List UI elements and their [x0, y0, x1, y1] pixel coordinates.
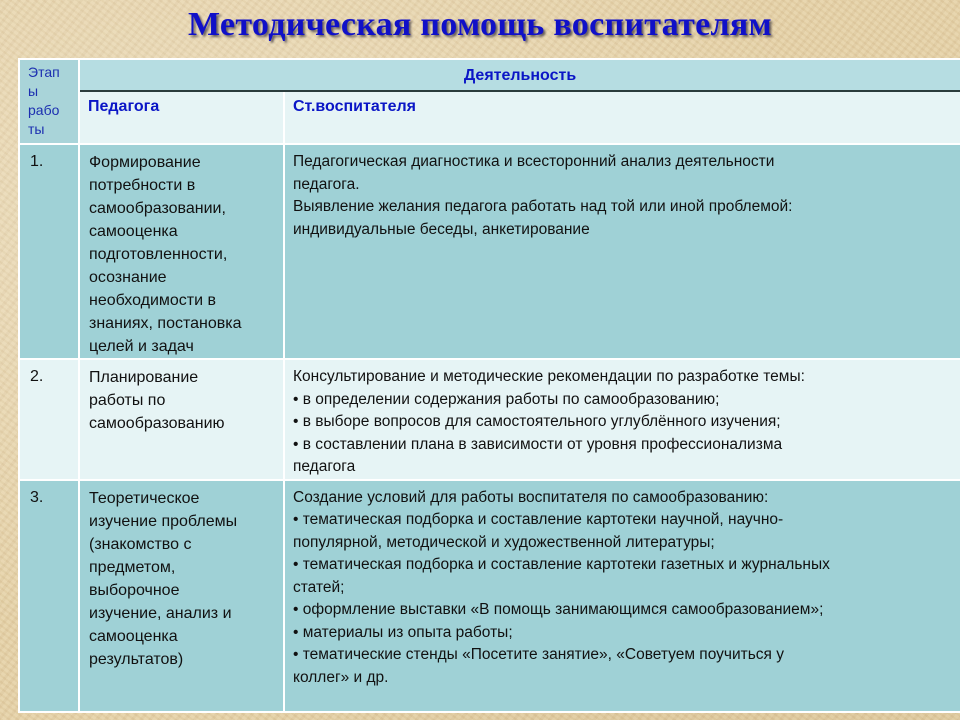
teacher-activity: [80, 481, 283, 671]
header-stages-line: ы: [28, 83, 39, 99]
stage-number: 1.: [30, 153, 44, 170]
header-teacher-cell: [79, 91, 284, 144]
text-line: изучение, анализ и: [89, 604, 232, 622]
table-row: [19, 144, 960, 359]
header-stages-line: ты: [28, 121, 45, 137]
header-row-2: [19, 91, 960, 144]
teacher-activity: [80, 360, 283, 435]
text-line: статей;: [293, 578, 345, 596]
text-line: Формирование: [89, 154, 201, 171]
text-line: • тематическая подборка и составление картотеки газетных и журнальных: [293, 556, 830, 573]
text-line: коллег» и др.: [293, 668, 389, 686]
text-line: работы по: [89, 392, 166, 409]
header-stages-line: рабо: [28, 102, 60, 118]
senior-activity: [285, 360, 960, 479]
header-stages-line: Этап: [28, 64, 60, 80]
header-teacher: Педагога: [88, 98, 160, 115]
methodical-help-table: [18, 58, 960, 713]
text-line: предметом,: [89, 558, 176, 576]
header-row-1: [19, 59, 960, 91]
text-line: самооценка: [89, 223, 178, 240]
header-stages-cell: [19, 59, 79, 144]
text-line: • в выборе вопросов для самостоятельного углублённого изучения;: [293, 413, 781, 430]
text-line: Теоретическое: [89, 489, 200, 507]
text-line: осознание: [89, 269, 167, 286]
header-activity-cell: [79, 59, 960, 91]
stage-number: 3.: [30, 488, 44, 506]
text-line: Планирование: [89, 369, 199, 386]
text-line: необходимости в: [89, 292, 217, 309]
header-stages: [20, 60, 78, 139]
text-line: • тематические стенды «Посетите занятие», «Советуем поучиться у: [293, 646, 784, 663]
text-line: • материалы из опыта работы;: [293, 623, 513, 641]
text-line: самообразовании,: [89, 200, 226, 217]
header-activity: Деятельность: [463, 67, 577, 84]
text-line: индивидуальные беседы, анкетирование: [293, 220, 590, 238]
text-line: подготовленности,: [89, 246, 228, 263]
stage-number: 2.: [30, 368, 44, 385]
text-line: популярной, методической и художественной литературы;: [293, 533, 715, 551]
text-line: знаниях, постановка: [89, 315, 242, 332]
text-line: изучение проблемы: [89, 512, 238, 530]
text-line: выборочное: [89, 581, 180, 599]
text-line: • в определении содержания работы по самообразованию;: [293, 390, 720, 408]
text-line: результатов): [89, 650, 184, 668]
text-line: потребности в: [89, 177, 196, 194]
table-row: [19, 480, 960, 712]
senior-activity: [285, 145, 960, 241]
text-line: • в составлении плана в зависимости от уровня профессионализма: [293, 435, 783, 453]
text-line: • тематическая подборка и составление картотеки научной, научно-: [293, 511, 784, 528]
table-row: [19, 359, 960, 480]
header-senior-cell: [284, 91, 960, 144]
senior-activity: [285, 481, 960, 690]
text-line: самооценка: [89, 627, 178, 645]
text-line: Консультирование и методические рекомендации по разработке темы:: [293, 368, 805, 385]
text-line: Педагогическая диагностика и всесторонний анализ деятельности: [293, 153, 775, 170]
page-title: Методическая помощь воспитателям: [187, 6, 773, 43]
text-line: Выявление желания педагога работать над той или иной проблемой:: [293, 198, 793, 215]
header-senior: Ст.воспитателя: [293, 98, 416, 115]
text-line: педагога: [293, 458, 356, 475]
text-line: целей и задач: [89, 338, 194, 355]
text-line: педагога.: [293, 175, 360, 193]
text-line: Создание условий для работы воспитателя по самообразованию:: [293, 488, 769, 506]
text-line: • оформление выставки «В помощь занимающимся самообразованием»;: [293, 601, 824, 618]
teacher-activity: [80, 145, 283, 358]
text-line: самообразованию: [89, 415, 225, 432]
text-line: (знакомство с: [89, 535, 192, 553]
